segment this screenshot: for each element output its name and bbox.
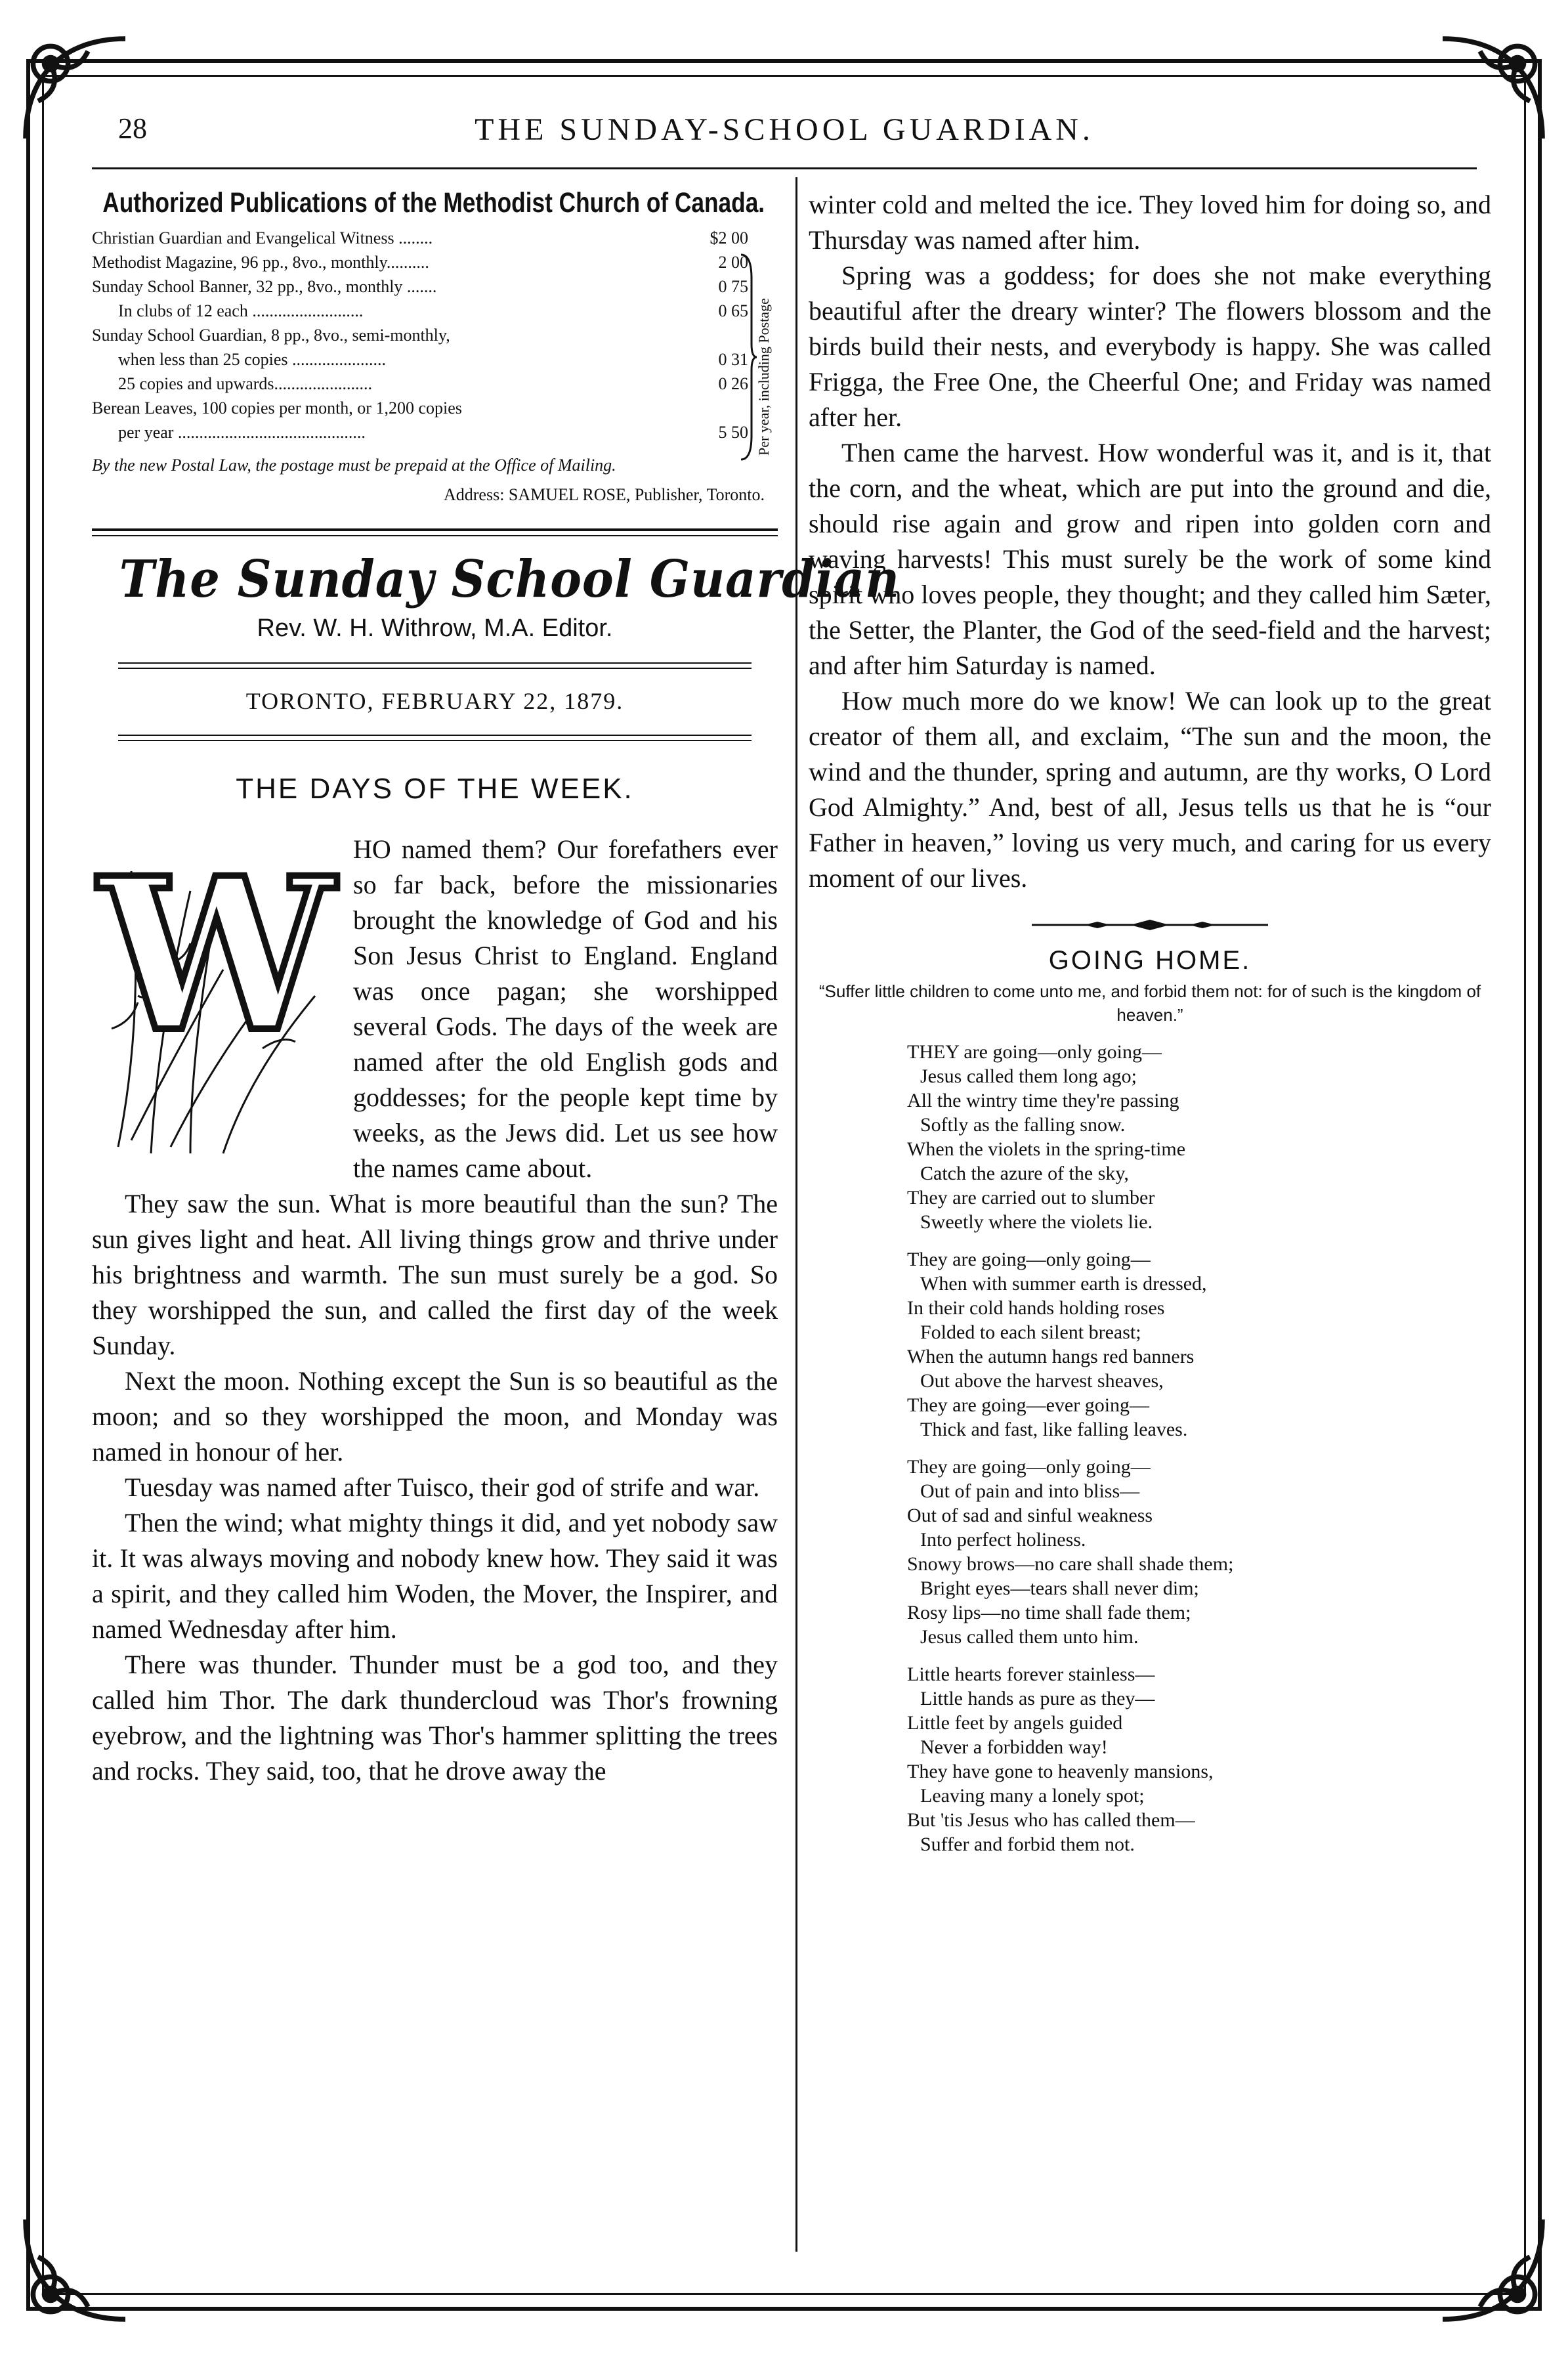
article-title: THE DAYS OF THE WEEK. [236,773,634,805]
price-label: when less than 25 copies ...................... [118,350,387,369]
price-label: Christian Guardian and Evangelical Witness ........ [92,228,433,247]
article-paragraph: They saw the sun. What is more beautiful than the sun? The sun gives light and heat. All living things grow and thrive under his brightness and warmth. The sun must surely be a god. So they worshipped the sun, and called the first day of the week Sunday. [92,1189,778,1360]
poem-body [809,1040,1491,1856]
price-row [92,420,748,444]
header-rule [92,167,1477,169]
section-rule [92,528,778,531]
price-row [92,323,748,347]
price-list [92,226,772,456]
poem-line: They are going—only going— [907,1456,1151,1478]
poem-line: When the violets in the spring-time [907,1138,1186,1160]
double-rule [118,735,752,741]
poem-line: Catch the azure of the sky, [920,1163,1129,1184]
poem-line: They have gone to heavenly mansions, [907,1761,1214,1782]
price-row [92,372,748,396]
poem-line: Thick and fast, like falling leaves. [920,1419,1188,1440]
poem-line: Little hands as pure as they— [920,1688,1155,1709]
price-value: $2 00 [710,228,748,247]
poem-epigraph: “Suffer little children to come unto me, and forbid them not: for of such is the kingdom of heaven.” [818,981,1481,1025]
price-label: per year ............................................ [118,423,366,442]
page-number: 28 [118,112,147,144]
price-label: In clubs of 12 each .......................... [118,301,364,320]
page-header-title: THE SUNDAY-SCHOOL GUARDIAN. [475,112,1094,147]
poem-line: Jesus called them unto him. [920,1626,1139,1648]
left-column [92,187,900,1789]
poem-line: Softly as the falling snow. [920,1114,1126,1136]
poem-stanza [809,1662,1491,1856]
editor-line: Rev. W. H. Withrow, M.A. Editor. [257,614,613,642]
price-row [92,347,748,372]
article-paragraph: Tuesday was named after Tuisco, their god of strife and war. [125,1472,760,1502]
poem-stanza [809,1040,1491,1234]
price-row [92,396,748,420]
poem-line: Little feet by angels guided [907,1712,1123,1734]
poem-line: Out of pain and into bliss— [920,1480,1140,1502]
price-label: Methodist Magazine, 96 pp., 8vo., monthly.......... [92,253,429,272]
bracket-note-text: Per year, including Postage [755,298,772,456]
poem-line: Rosy lips—no time shall fade them; [907,1602,1191,1623]
article-paragraph: winter cold and melted the ice. They loved him for doing so, and Thursday was named after him. [809,190,1491,255]
poem-line: THEY are going—only going— [907,1041,1162,1063]
column-divider [795,177,797,2252]
poem-line: Sweetly where the violets lie. [920,1211,1153,1233]
poem-line: Folded to each silent breast; [920,1321,1141,1343]
dropcap-illustration [92,832,341,1160]
price-label: Sunday School Banner, 32 pp., 8vo., monthly ....... [92,277,437,296]
poem-line: Snowy brows—no care shall shade them; [907,1553,1234,1575]
price-value: 0 26 [718,374,748,393]
masthead-title: The Sunday School Guardian [119,549,900,609]
publisher-address: Address: SAMUEL ROSE, Publisher, Toronto. [444,485,765,504]
price-value: 0 65 [718,301,748,320]
poem-line: When the autumn hangs red banners [907,1346,1195,1367]
poem-line: Jesus called them long ago; [920,1065,1137,1087]
poem-line: When with summer earth is dressed, [920,1273,1207,1295]
poem-stanza [809,1247,1491,1442]
price-label: 25 copies and upwards....................... [118,374,373,393]
double-rule [118,662,752,669]
postal-law-note: By the new Postal Law, the postage must be prepaid at the Office of Mailing. [92,456,616,475]
article-paragraph: Then came the harvest. How wonderful was it, and is it, that the corn, and the wheat, which are put into the ground and die, should rise again and grow and ripen into golden corn and waving harvests! This must surely be the work of some kind spirit who loves people, they thought; and they called him Sæter, the Setter, the Planter, the God of the seed-field and the harvest; and after him Saturday is named. [809,438,1491,680]
poem-line: In their cold hands holding roses [907,1297,1165,1319]
running-header [118,112,1451,158]
price-label: Berean Leaves, 100 copies per month, or 1,200 copies [92,398,462,418]
price-row [92,274,748,299]
price-row [92,226,748,250]
poem-line: Out above the harvest sheaves, [920,1370,1164,1392]
publications-heading: Authorized Publications of the Methodist Church of Canada. [102,187,765,219]
article-paragraph: Spring was a goddess; for does she not make everything beautiful after the dreary winter? The flowers blossom and the birds build their nests, and everybody is happy. She was called Frigga, the Free One, the Cheerful One; and Friday was named after her. [809,261,1491,432]
article-paragraph: HO named them? Our forefathers ever so far back, before the missionaries brought the knowledge of God and his Son Jesus Christ to England. England was once pagan; she worshipped several Gods. The days of the week are named after the old English gods and goddesses; for the people kept time by weeks, as the Jews did. Let us see how the names came about. [353,834,778,1183]
poem-title: GOING HOME. [1048,946,1252,975]
price-value: 0 75 [718,277,748,296]
poem-line: Leaving many a lonely spot; [920,1785,1145,1807]
price-value: 5 50 [718,423,748,442]
section-rule [92,535,778,536]
poem-line: They are going—only going— [907,1249,1151,1270]
price-value: 2 00 [718,253,748,272]
dateline: TORONTO, FEBRUARY 22, 1879. [245,688,624,714]
poem-line: They are carried out to slumber [907,1187,1155,1209]
poem-line: Little hearts forever stainless— [907,1663,1155,1685]
poem-line: Bright eyes—tears shall never dim; [920,1577,1199,1599]
price-row [92,299,748,323]
corner-flourish-icon [13,2207,138,2332]
article-body [92,832,778,1789]
poem-line: Suffer and forbid them not. [920,1833,1135,1855]
dropcap-letter: W [98,832,335,1079]
article-paragraph: There was thunder. Thunder must be a god too, and they called him Thor. The dark thundercloud was Thor's frowning eyebrow, and the lightning was Thor's hammer splitting the trees and rocks. They said, too, that he drove away the [92,1650,778,1786]
bracket-note [738,252,784,462]
article-paragraph: Next the moon. Nothing except the Sun is so beautiful as the moon; and so they worshipped the moon, and Monday was named in honour of her. [92,1366,778,1467]
poem-line: Out of sad and sinful weakness [907,1505,1153,1526]
right-column [809,187,1491,1856]
corner-flourish-icon [1430,2207,1555,2332]
divider-ornament-icon [809,918,1491,932]
poem-line: Never a forbidden way! [920,1736,1108,1758]
article-paragraph: How much more do we know! We can look up to the great creator of them all, and exclaim, “The sun and the moon, the wind and the thunder, spring and autumn, are thy works, O Lord God Almighty.” And, best of all, Jesus tells us that he is “our Father in heaven,” loving us very much, and caring for us every moment of our lives. [809,686,1491,893]
poem-stanza [809,1455,1491,1649]
article-paragraph: Then the wind; what mighty things it did, and yet nobody saw it. It was always moving and nobody knew how. They said it was a spirit, and they called him Woden, the Mover, the Inspirer, and named Wednesday after him. [92,1508,778,1644]
price-label: Sunday School Guardian, 8 pp., 8vo., semi-monthly, [92,326,450,345]
price-value: 0 31 [718,350,748,369]
poem-line: Into perfect holiness. [920,1529,1086,1551]
poem-line: All the wintry time they're passing [907,1090,1179,1111]
poem-line: But 'tis Jesus who has called them— [907,1809,1195,1831]
price-row [92,250,748,274]
poem-line: They are going—ever going— [907,1394,1150,1416]
